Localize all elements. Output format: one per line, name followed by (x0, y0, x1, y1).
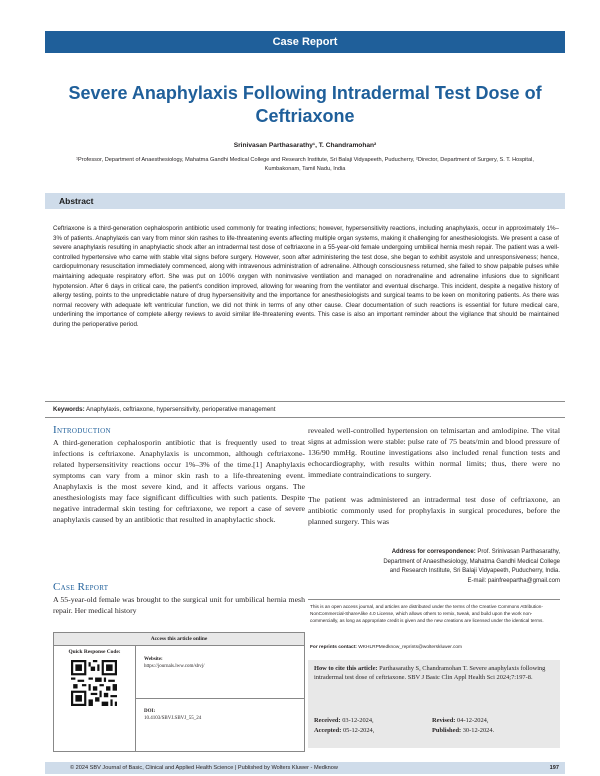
keywords (53, 406, 559, 413)
divider (308, 599, 560, 600)
doi-label: DOI: (144, 709, 156, 714)
reprints (310, 645, 560, 650)
citation-box: How to cite this article: Parthasarathy S, Chandramohan T. Severe anaphylaxis following intradermal test dose of ceftriaxone. SBV J Basic Clin Appl Health Sci 2024;7:197-8. Received: 03-12-2024, Revised: 04-12-2024, Accepted: 05-12-2024, Published: 30-12-2024. (308, 660, 560, 748)
access-online-box (53, 632, 305, 752)
divider (45, 401, 565, 402)
doi-link[interactable]: 10.4103/SBVJ.SBVJ_55_24 (144, 716, 202, 721)
citation-label: How to cite this article: (314, 665, 378, 672)
address-label: Address for correspondence: (391, 549, 476, 555)
license-text: This is an open access journal, and articles are distributed under the terms of the Creative Commons Attribution-NonCommercial-ShareAlike 4.0 License, which allows others to remix, tweak, and build upon the work non-commercially, as long as appropriate credit is given and the new creations are licensed under the identical terms. (310, 604, 544, 624)
correspondence-address: Address for correspondence: Prof. Srinivasan Parthasarathy, Department of Anaesthesiology, Mahatma Gandhi Medical College and Research Institute, Sri Balaji Vidyapeeth, Puducherry, India. E-mail: painfreepartha@gmail.com (383, 549, 560, 584)
website-cell (136, 650, 304, 676)
cell-divider (136, 698, 304, 699)
website-label: Website: (144, 657, 163, 662)
introduction-heading: Introduction (53, 424, 111, 436)
case-report-heading: Case Report (53, 581, 109, 593)
case-report-text: A 55-year-old female was brought to the surgical unit for umbilical hernia mesh repair. Her medical history (53, 595, 305, 615)
doi-cell (136, 702, 304, 728)
article-title: Severe Anaphylaxis Following Intradermal Test Dose of Ceftriaxone (68, 83, 542, 126)
keywords-label: Keywords: (53, 406, 85, 413)
keywords-text: Anaphylaxis, ceftriaxone, hypersensitivity, perioperative management (86, 406, 276, 413)
qr-label: Quick Response Code: (68, 649, 121, 655)
abstract-text: Ceftriaxone is a third-generation cephalosporin antibiotic used commonly for treating infections; however, hypersensitivity reactions, including anaphylaxis, occur in approximately 1%–3% of patients. Anaphylaxis can vary from minor skin rashes to life-threatening events affecting multiple organ systems, making it challenging for anesthesiologists. We present a case of severe anaphylaxis resulting in anaphylactic shock after an intradermal test dose of ceftriaxone in a 55-year-old female undergoing umbilical hernia mesh repair. The patient was a well-controlled hypertensive who came with stable vital signs before surgery. However, soon after administering the test dose, she began to exhibit asystole and unresponsiveness; hence, cardiopulmonary resuscitation immediately commenced, along with intravenous administration of adrenaline. Although consciousness returned, she failed to show palpable pulses while maintaining adequate respiratory effort. She was put on 100% oxygen with noninvasive ventilation and managed on noradrenaline and adrenaline infusions due to significant hypotension. After 6 days in critical care, the patient's condition improved, allowing for weaning from the ventilator and eventual discharge. This incident, despite a negative history of allergy testing, points to the unpredictable nature of drug hypersensitivity and the importance for anesthesiologists and surgical teams to be keen on monitoring patients. As there was normal recovery with adequate left ventricular function, we did not think in terms of any other cause. Clear documentation of such reactions is essential for future medical care, underlining the importance of complete allergy reviews to avoid similar life-threatening events. This case is also an important reminder about the vigilance that should be maintained during the perioperative period. (53, 225, 559, 328)
affiliations: ¹Professor, Department of Anaesthesiology, Mahatma Gandhi Medical College and Research Institute, Sri Balaji Vidyapeeth, Puducherry, ²Director, Department of Surgery, S. T. Hospital, Kumbakonam, Tamil Nadu, India (76, 157, 534, 172)
divider (45, 417, 565, 418)
access-box-header: Access this article online (54, 633, 304, 646)
abstract-heading: Abstract (45, 193, 565, 209)
reprints-label: For reprints contact: (310, 645, 357, 650)
citation-text: Parthasarathy S, Chandramohan T. Severe anaphylaxis following intradermal test dose of ceftriaxone. SBV J Basic Clin Appl Health Sci 2024;7:197-8. (314, 665, 546, 681)
footer-copyright: © 2024 SBV Journal of Basic, Clinical and Applied Health Science | Published by Wolters Kluwer - Medknow (70, 765, 338, 771)
introduction-text: A third-generation cephalosporin antibiotic that is frequently used to treat infections is ceftriaxone. Anaphylaxis is uncommon, although ceftriaxone-related hypersensitivity reactions occur 1%–3% of the time.[1] Anaphylaxis symptoms can vary from a minor skin rash to a life-threatening event. Anaphylaxis is the most severe kind, and it affects various organs. The anesthesiologists may face significant difficulties with such patients. Despite negative intradermal skin testing for ceftriaxone, we report a case of severe anaphylaxis caused by an antibiotic that resulted in anaphylactic shock. (53, 438, 305, 524)
website-link[interactable]: https://journals.lww.com/sbvj/ (144, 664, 205, 669)
qr-cell (54, 646, 136, 751)
access-info (136, 646, 304, 751)
right-column-para-2: The patient was administered an intradermal test dose of ceftriaxone, an antibiotic commonly used for prophylaxis in surgical procedures, before the planned surgery. This was (308, 495, 560, 526)
qr-code-icon[interactable] (71, 660, 117, 706)
page-number: 197 (549, 765, 559, 771)
authors: Srinivasan Parthasarathy¹, T. Chandramohan² (233, 142, 377, 149)
right-column-para-1: revealed well-controlled hypertension on telmisartan and amlodipine. The vital signs at admission were stable: pulse rate of 75 beats/min and blood pressure of 136/90 mmHg. Routine investigations also included renal function tests and echocardiography, with results within normal limits; thus, there were no immediate contraindications to surgery. (308, 426, 560, 479)
email-link[interactable]: E-mail: painfreepartha@gmail.com (467, 577, 560, 584)
page-footer (45, 762, 565, 774)
reprints-email[interactable]: WKHLRPMedknow_reprints@wolterskluwer.com (358, 645, 463, 650)
section-banner: Case Report (45, 31, 565, 53)
